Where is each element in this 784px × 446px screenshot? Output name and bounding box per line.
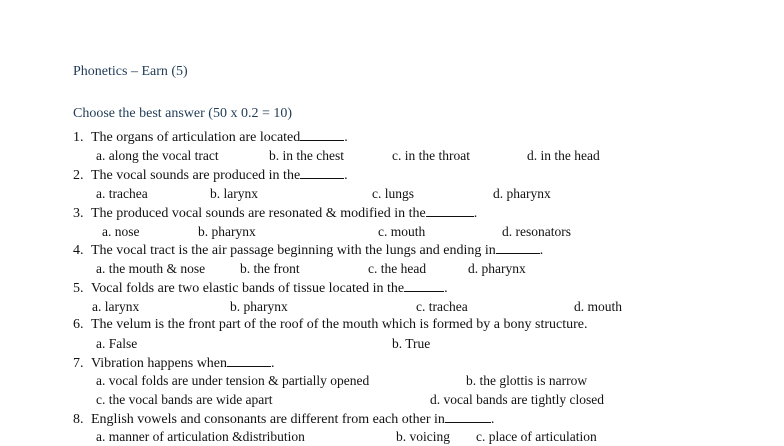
question-5 xyxy=(73,279,448,298)
question-text: The produced vocal sounds are resonated & modified in the xyxy=(91,206,426,221)
question-4 xyxy=(73,241,543,260)
question-end: . xyxy=(444,281,448,296)
option-b: b. True xyxy=(392,336,431,351)
answer-blank xyxy=(227,354,271,367)
answer-blank xyxy=(300,128,344,141)
option-a: a. trachea xyxy=(96,186,148,201)
option-a: a. vocal folds are under tension & partially opened xyxy=(96,373,370,388)
option-b: b. larynx xyxy=(210,186,258,201)
answer-blank xyxy=(496,241,540,254)
question-text: The organs of articulation are located xyxy=(91,130,301,145)
option-b: b. pharynx xyxy=(230,299,288,314)
option-a: a. larynx xyxy=(92,299,140,314)
option-a: a. nose xyxy=(102,224,140,239)
option-d: d. pharynx xyxy=(493,186,551,201)
option-d: d. pharynx xyxy=(468,261,526,276)
option-c: c. in the throat xyxy=(392,148,470,163)
option-c: c. trachea xyxy=(416,299,468,314)
option-a: a. along the vocal tract xyxy=(96,148,219,163)
option-c: c. place of articulation xyxy=(476,429,597,444)
option-b: b. in the chest xyxy=(269,148,344,163)
question-text: Vocal folds are two elastic bands of tissue located in the xyxy=(91,281,405,296)
option-b: b. the front xyxy=(240,261,300,276)
question-text: The vocal sounds are produced in the xyxy=(91,168,301,183)
question-6 xyxy=(73,316,588,334)
question-number: 6. xyxy=(73,317,84,332)
question-3 xyxy=(73,204,477,223)
question-7 xyxy=(73,354,275,373)
option-d: d. mouth xyxy=(574,299,623,314)
option-c: c. the vocal bands are wide apart xyxy=(96,392,273,407)
question-end: . xyxy=(344,130,348,145)
question-1 xyxy=(73,128,348,147)
question-number: 2. xyxy=(73,168,84,183)
question-number: 5. xyxy=(73,281,84,296)
question-end: . xyxy=(473,206,478,221)
option-d: d. resonators xyxy=(502,224,571,239)
answer-blank xyxy=(426,204,474,217)
option-d: d. vocal bands are tightly closed xyxy=(430,392,604,407)
question-text: The vocal tract is the air passage beginning with the lungs and ending in xyxy=(91,243,496,258)
option-c: c. the head xyxy=(368,261,427,276)
question-number: 3. xyxy=(73,206,84,221)
option-c: c. lungs xyxy=(372,186,414,201)
option-a: a. the mouth & nose xyxy=(96,261,206,276)
option-b: b. the glottis is narrow xyxy=(466,373,588,388)
question-number: 1. xyxy=(73,130,84,145)
option-d: d. in the head xyxy=(527,148,600,163)
answer-blank xyxy=(445,410,491,423)
question-number: 7. xyxy=(73,356,84,371)
question-end: . xyxy=(490,412,495,427)
option-c: c. mouth xyxy=(378,224,426,239)
instructions: Choose the best answer (50 x 0.2 = 10) xyxy=(73,106,293,121)
question-end: . xyxy=(271,356,275,371)
question-text: Vibration happens when xyxy=(91,356,228,371)
question-number: 8. xyxy=(73,412,84,427)
answer-blank xyxy=(300,166,344,179)
question-end: . xyxy=(539,243,544,258)
page-title: Phonetics – Earn (5) xyxy=(73,64,188,79)
question-text: English vowels and consonants are different from each other in xyxy=(91,412,445,427)
question-number: 4. xyxy=(73,243,84,258)
question-text: The velum is the front part of the roof of the mouth which is formed by a bony structure. xyxy=(91,317,588,332)
question-8 xyxy=(73,410,494,429)
option-b: b. pharynx xyxy=(198,224,256,239)
option-b: b. voicing xyxy=(396,429,450,444)
question-2 xyxy=(73,166,348,185)
option-a: a. manner of articulation &distribution xyxy=(96,429,305,444)
question-end: . xyxy=(344,168,348,183)
option-a: a. False xyxy=(96,336,138,351)
answer-blank xyxy=(404,279,444,292)
